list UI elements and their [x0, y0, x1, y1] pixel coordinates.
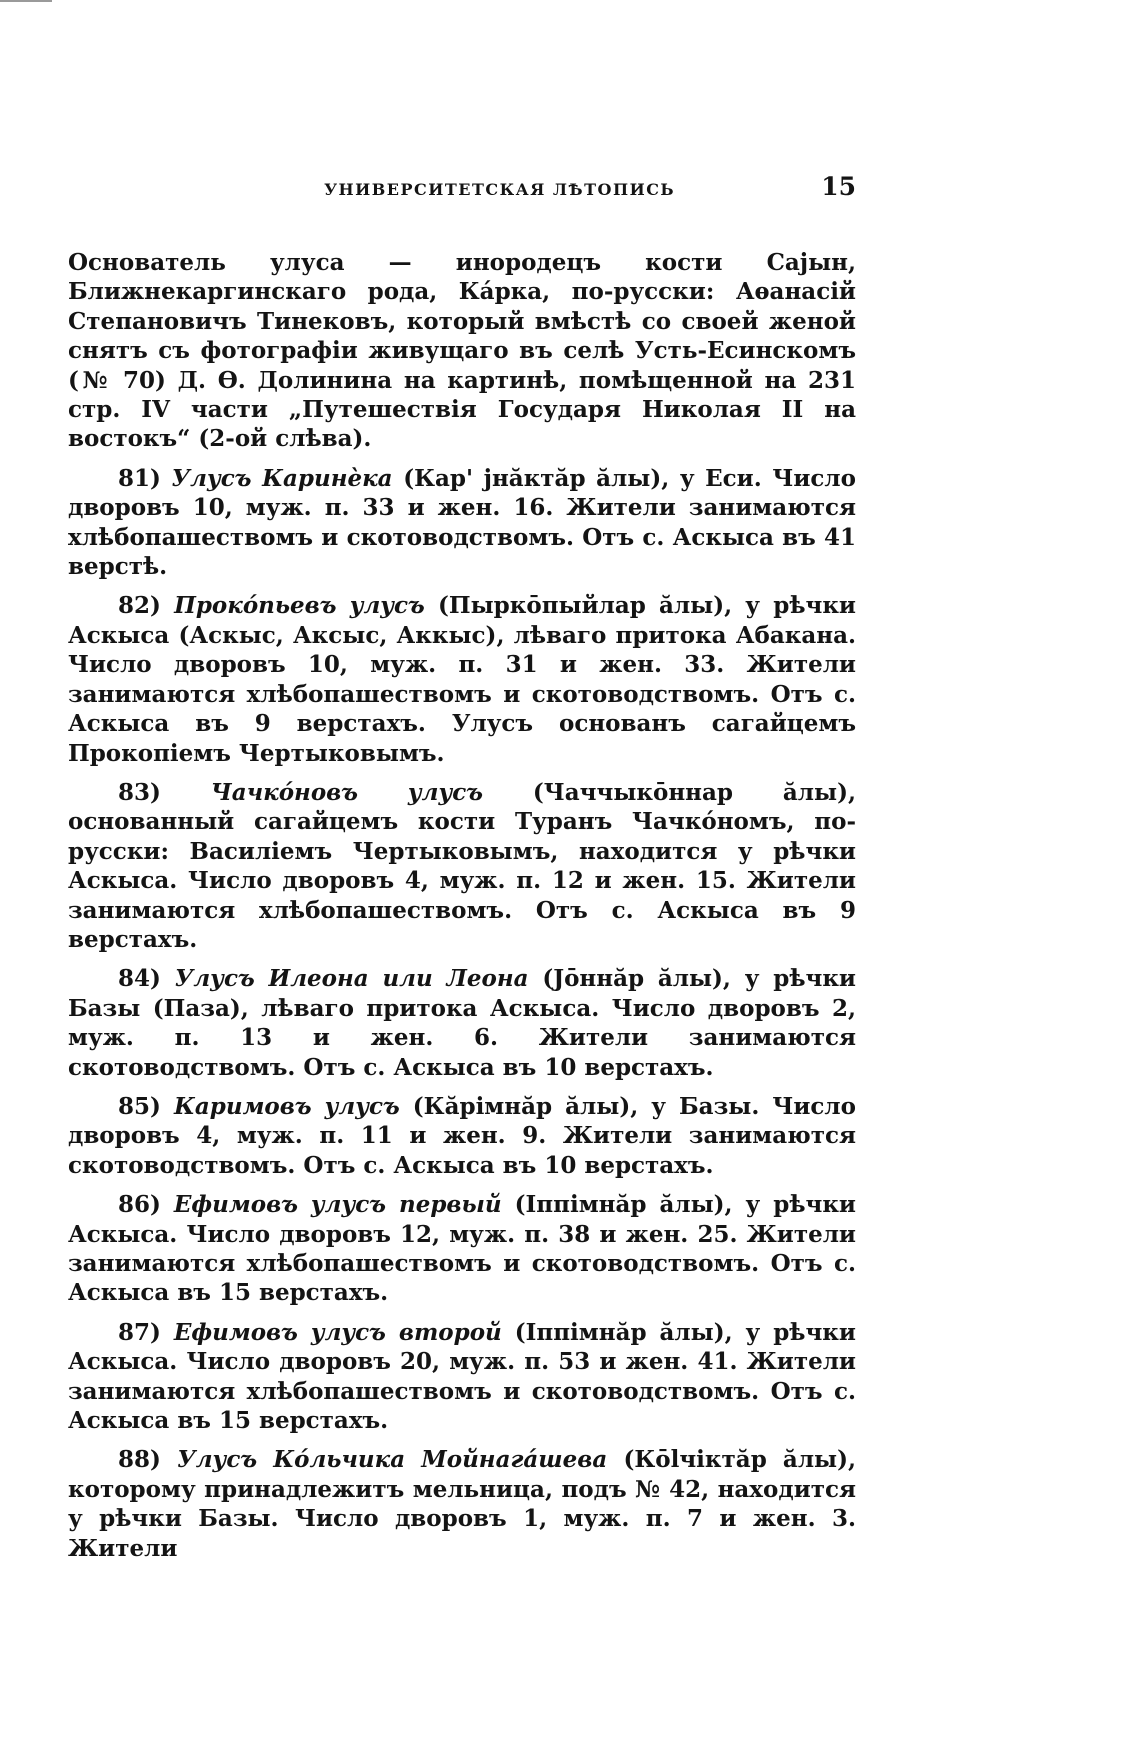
entry-81 [68, 464, 856, 582]
entry-name: Каримовъ улусъ [173, 1092, 400, 1120]
page-header [68, 172, 856, 212]
entry-name: Улусъ Каринѐка [171, 464, 393, 492]
entry-text: (Іппімнăр ăлы), у рѣчки Аскыса. Число дворовъ 12, муж. п. 38 и жен. 25. Жители занимаются хлѣбопашествомъ и скотоводствомъ. Отъ с. Аскыса въ 15 верстахъ. [68, 1191, 856, 1307]
entry-number: 81) [118, 464, 161, 492]
entry-name: Чачкóновъ улусъ [210, 778, 483, 806]
running-title: УНИВЕРСИТЕТСКАЯ ЛѢТОПИСЬ [324, 180, 676, 199]
entry-88 [68, 1445, 856, 1563]
entry-number: 85) [118, 1092, 161, 1120]
entry-text: (Кăрімнăр ăлы), у Базы. Число дворовъ 4, муж. п. 11 и жен. 9. Жители занимаются скотоводствомъ. Отъ с. Аскыса въ 10 верстахъ. [68, 1092, 856, 1179]
entry-number: 86) [118, 1191, 161, 1219]
entry-87 [68, 1318, 856, 1436]
entry-number: 83) [118, 778, 161, 806]
entry-text: (Іппімнăр ăлы), у рѣчки Аскыса. Число дворовъ 20, муж. п. 53 и жен. 41. Жители занимаются хлѣбопашествомъ и скотоводствомъ. Отъ с. Аскыса въ 15 верстахъ. [68, 1318, 856, 1435]
entry-84 [68, 964, 856, 1082]
book-page [68, 172, 856, 1573]
entry-name: Прокóпьевъ улусъ [174, 592, 425, 620]
entry-name: Улусъ Илеона или Леона [174, 965, 529, 993]
page-number: 15 [821, 172, 856, 201]
entry-text: (Јōннăр ăлы), у рѣчки Базы (Паза), лѣваго притока Аскыса. Число дворовъ 2, муж. п. 13 и жен. 6. Жители занимаются скотоводствомъ. Отъ с. Аскыса въ 10 верстахъ. [68, 965, 856, 1081]
entry-name: Ефимовъ улусъ второй [173, 1318, 502, 1346]
body-text [68, 248, 856, 1563]
entry-name: Улусъ Кóльчика Мойнагáшева [177, 1446, 608, 1474]
entry-text: (Кōlчіктăр ăлы), которому принадлежитъ мельница, подъ № 42, находится у рѣчки Базы. Число дворовъ 1, муж. п. 7 и жен. 3. Жители [68, 1446, 856, 1562]
entry-number: 82) [118, 592, 161, 620]
top-edge-rule [0, 0, 52, 2]
entry-text: (Кар' јнăктăр ăлы), у Еси. Число дворовъ 10, муж. п. 33 и жен. 16. Жители занимаются хлѣбопашествомъ и скотоводствомъ. Отъ с. Аскыса въ 41 верстѣ. [68, 464, 856, 581]
paragraph-continuation [68, 248, 856, 454]
entry-85 [68, 1092, 856, 1180]
paragraph-text: Основатель улуса — инородецъ кости Саjын, Ближнекаргинскаго рода, Ка́рка, по-русски: Аѳанасій Степановичъ Тинековъ, который вмѣстѣ со своей женой снятъ съ фотографіи живущаго въ селѣ Усть-Есинскомъ (№ 70) Д. Ѳ. Долинина на картинѣ, помѣщенной на 231 стр. IV части „Путешествія Государя Николая II на востокъ“ (2-ой слѣва). [68, 249, 856, 453]
entry-text: (Пыркōпыйлар ăлы), у рѣчки Аскыса (Аскыс, Аксыс, Аккыс), лѣваго притока Абакана. Число дворовъ 10, муж. п. 31 и жен. 33. Жители занимаются хлѣбопашествомъ и скотоводствомъ. Отъ с. Аскыса въ 9 верстахъ. Улусъ основанъ сагайцемъ Прокопіемъ Чертыковымъ. [68, 592, 856, 767]
entry-number: 88) [118, 1446, 161, 1474]
entry-name: Ефимовъ улусъ первый [173, 1191, 502, 1219]
entry-83 [68, 778, 856, 954]
entry-number: 87) [118, 1318, 161, 1346]
entry-86 [68, 1190, 856, 1308]
entry-text: (Чаччыкōннар ăлы), основанный сагайцемъ кости Туранъ Чачкóномъ, по-русски: Василіемъ Чертыковымъ, находится у рѣчки Аскыса. Число дворовъ 4, муж. п. 12 и жен. 15. Жители занимаются хлѣбопашествомъ. Отъ с. Аскыса въ 9 верстахъ. [68, 778, 856, 953]
entry-number: 84) [118, 965, 161, 993]
entry-82 [68, 591, 856, 767]
